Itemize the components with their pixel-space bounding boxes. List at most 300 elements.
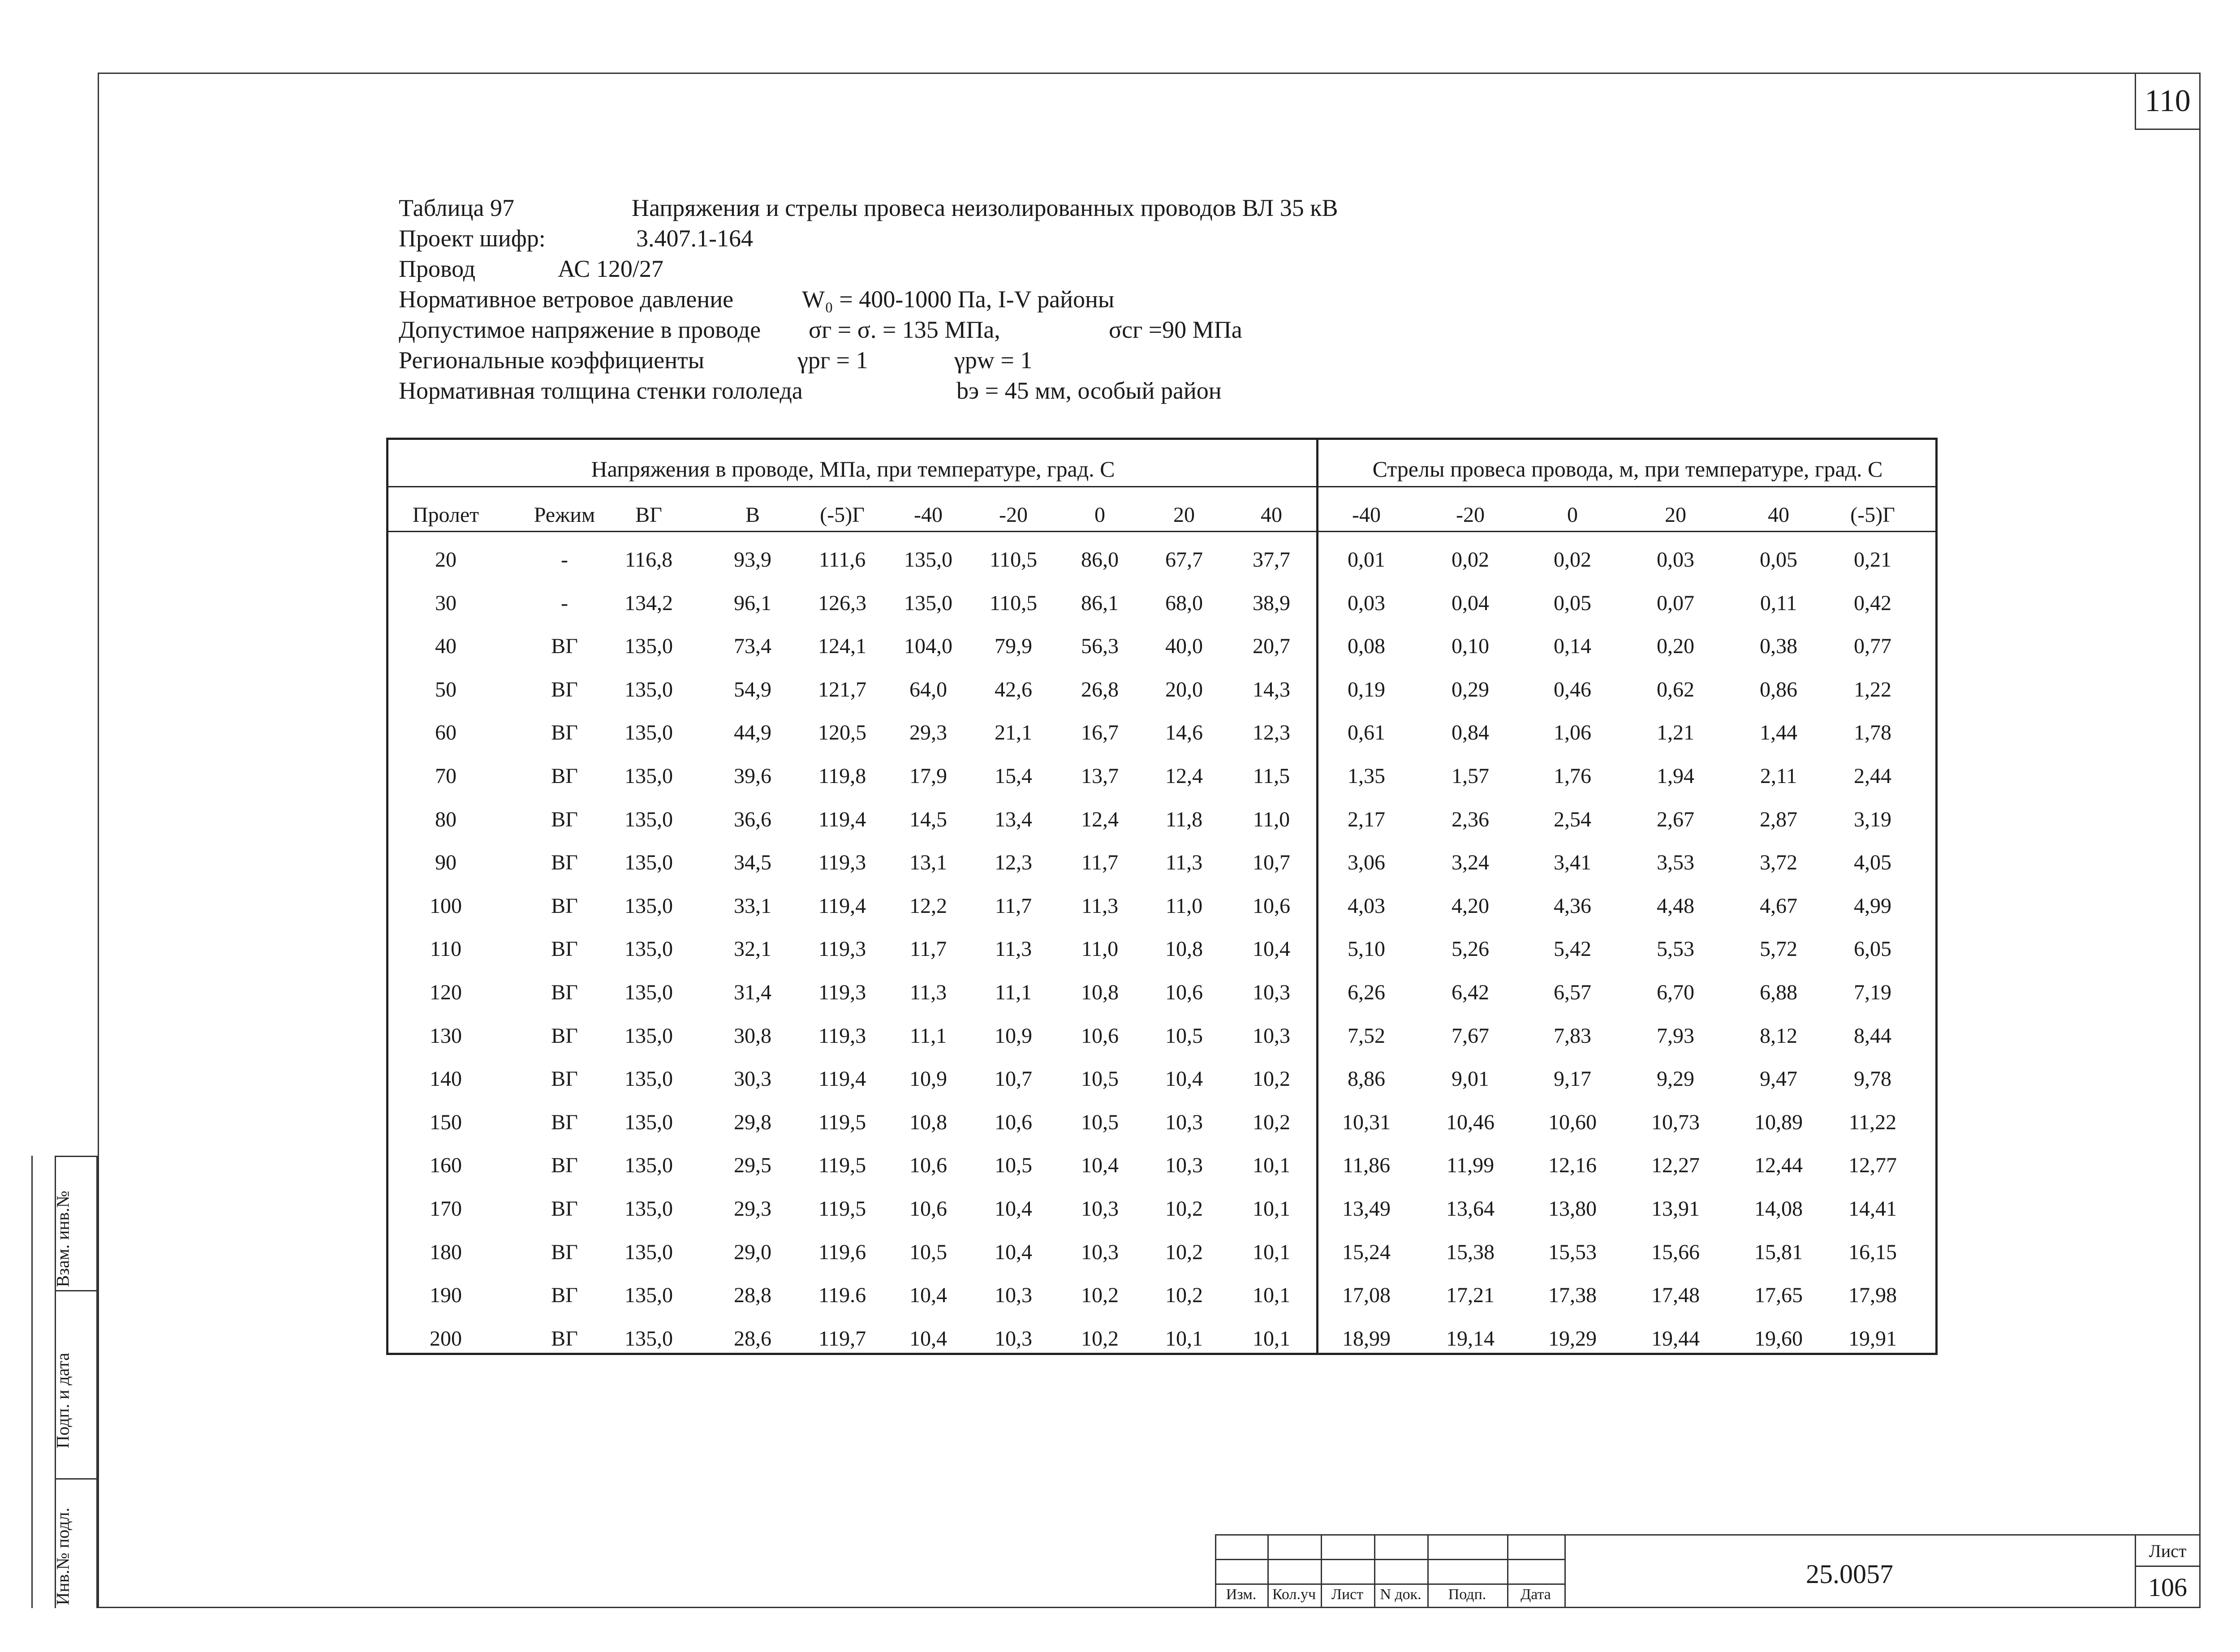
sheet-label: Лист	[2149, 1541, 2187, 1561]
table-cell: 11,0	[1253, 807, 1290, 831]
table-cell: 12,16	[1548, 1153, 1597, 1178]
table-cell: 20,0	[1165, 677, 1203, 701]
wire-value: АС 120/27	[558, 255, 663, 282]
table-cell: 10,3	[1253, 1024, 1290, 1048]
table-cell: 0,03	[1348, 591, 1385, 615]
ice-value: bэ = 45 мм, особый район	[956, 377, 1222, 404]
table-cell: 10,73	[1651, 1110, 1700, 1134]
table-cell: 56,3	[1081, 634, 1119, 658]
table-cell: 11,1	[995, 981, 1032, 1004]
column-header: -40	[1352, 503, 1381, 527]
table-title: Напряжения и стрелы провеса неизолированных проводов ВЛ 35 кВ	[632, 194, 1338, 221]
table-cell: 6,88	[1760, 981, 1797, 1004]
table-cell: 8,86	[1348, 1067, 1385, 1091]
table-cell: 121,7	[818, 677, 866, 701]
table-cell: 10,3	[1165, 1110, 1203, 1134]
table-cell: 135,0	[904, 548, 952, 572]
table-cell: 6,42	[1452, 981, 1489, 1004]
table-cell: 4,20	[1452, 894, 1489, 918]
column-header: 20	[1173, 503, 1195, 527]
wind-label: Нормативное ветровое давление	[399, 286, 734, 313]
table-cell: 135,0	[625, 981, 673, 1004]
table-cell: 111,6	[818, 548, 866, 572]
table-cell: 17,98	[1848, 1283, 1897, 1308]
project-code: 3.407.1-164	[636, 225, 753, 252]
table-cell: 17,21	[1446, 1283, 1495, 1308]
table-cell: 10,8	[1165, 937, 1203, 961]
table-cell: 0,01	[1348, 548, 1385, 572]
table-cell: ВГ	[551, 937, 578, 961]
table-cell: 11,0	[1081, 937, 1119, 961]
table-cell: 10,4	[995, 1240, 1032, 1264]
table-cell: 119,3	[818, 937, 866, 961]
table-cell: 16,7	[1081, 721, 1119, 745]
table-cell: 190	[430, 1283, 462, 1308]
table-cell: 15,4	[995, 764, 1032, 788]
table-cell: 1,35	[1348, 764, 1385, 788]
table-cell: 0,61	[1348, 721, 1385, 745]
column-header: -40	[914, 503, 943, 527]
table-cell: 38,9	[1253, 591, 1290, 615]
table-cell: 3,72	[1760, 851, 1797, 875]
table-cell: ВГ	[551, 1024, 578, 1048]
table-cell: 29,0	[734, 1240, 771, 1264]
table-cell: 0,42	[1854, 591, 1891, 615]
table-cell: 10,3	[995, 1283, 1032, 1308]
table-cell: 10,1	[1253, 1283, 1290, 1308]
table-cell: 135,0	[625, 721, 673, 745]
table-cell: 19,44	[1651, 1326, 1700, 1351]
table-cell: 10,2	[1165, 1240, 1203, 1264]
table-cell: 119.6	[818, 1283, 866, 1308]
table-cell: 119,7	[818, 1326, 866, 1351]
table-cell: 135,0	[625, 851, 673, 875]
table-cell: 90	[435, 851, 457, 875]
table-cell: 12,44	[1754, 1153, 1803, 1178]
side-stamp-line	[96, 1156, 98, 1608]
table-cell: 2,87	[1760, 807, 1797, 831]
table-label: Таблица 97	[399, 194, 514, 221]
table-cell: 10,4	[909, 1326, 947, 1351]
table-cell: 79,9	[995, 634, 1032, 658]
column-header: 40	[1261, 503, 1282, 527]
table-cell: ВГ	[551, 677, 578, 701]
table-cell: 0,07	[1657, 591, 1694, 615]
table-cell: 11,3	[995, 937, 1032, 961]
table-cell: 39,6	[734, 764, 771, 788]
table-cell: 135,0	[625, 634, 673, 658]
group-header-sag: Стрелы провеса провода, м, при температуре, град. С	[1372, 456, 1883, 482]
table-cell: 1,76	[1554, 764, 1591, 788]
table-cell: 4,67	[1760, 894, 1797, 918]
wind-value: W₀ = 400-1000 Па, I-V районы	[802, 286, 1115, 313]
table-cell: 20,7	[1253, 634, 1290, 658]
table-cell: 17,9	[909, 764, 947, 788]
table-cell: 10,9	[909, 1067, 947, 1091]
table-cell: 67,7	[1165, 548, 1203, 572]
table-cell: 10,5	[1165, 1024, 1203, 1048]
column-header: Режим	[534, 503, 595, 527]
table-cell: 1,22	[1854, 677, 1891, 701]
table-cell: 0,02	[1452, 548, 1489, 572]
table-cell: 4,05	[1854, 851, 1891, 875]
table-cell: 7,93	[1657, 1024, 1694, 1048]
title-block-line	[1215, 1534, 2201, 1536]
table-cell: 26,8	[1081, 677, 1119, 701]
table-cell: 11,86	[1342, 1153, 1391, 1178]
wire-label: Провод	[399, 255, 476, 282]
table-cell: 10,2	[1165, 1283, 1203, 1308]
table-cell: 135,0	[625, 677, 673, 701]
table-cell: 116,8	[625, 548, 673, 572]
table-cell: 12,77	[1848, 1153, 1897, 1178]
table-cell: 14,5	[909, 807, 947, 831]
project-label: Проект шифр:	[399, 225, 546, 252]
table-cell: 8,44	[1854, 1024, 1891, 1048]
stress-label: Допустимое напряжение в проводе	[399, 316, 761, 343]
side-stamp-inv: Инв.№ подл.	[52, 1507, 73, 1605]
table-cell: 10,89	[1754, 1110, 1803, 1134]
side-stamp-sign: Подп. и дата	[52, 1352, 73, 1449]
table-cell: 10,60	[1548, 1110, 1597, 1134]
table-cell: 124,1	[818, 634, 866, 658]
table-cell: 119,4	[818, 807, 866, 831]
column-header: 40	[1768, 503, 1789, 527]
table-cell: 2,54	[1554, 807, 1591, 831]
column-header: 20	[1665, 503, 1686, 527]
table-cell: 0,38	[1760, 634, 1797, 658]
table-cell: 13,7	[1081, 764, 1119, 788]
table-cell: 13,1	[909, 851, 947, 875]
table-cell: 1,57	[1452, 764, 1489, 788]
table-cell: 0,84	[1452, 721, 1489, 745]
table-cell: 4,48	[1657, 894, 1694, 918]
table-cell: ВГ	[551, 1326, 578, 1351]
table-cell: 10,1	[1253, 1326, 1290, 1351]
table-cell: 44,9	[734, 721, 771, 745]
table-cell: 32,1	[734, 937, 771, 961]
table-cell: 13,49	[1342, 1197, 1391, 1221]
title-block	[1215, 1534, 2201, 1608]
table-cell: 1,21	[1657, 721, 1694, 745]
table-cell: 13,4	[995, 807, 1032, 831]
table-cell: 134,2	[625, 591, 673, 615]
table-cell: 119,4	[818, 894, 866, 918]
table-cell: 11,3	[1165, 851, 1203, 875]
table-cell: 11,99	[1446, 1153, 1495, 1178]
table-cell: 93,9	[734, 548, 771, 572]
table-cell: 29,5	[734, 1153, 771, 1178]
table-group-divider	[1316, 438, 1318, 1355]
table-cell: 17,48	[1651, 1283, 1700, 1308]
column-header: 0	[1094, 503, 1105, 527]
table-cell: 10,31	[1342, 1110, 1391, 1134]
table-cell: 10,6	[1253, 894, 1290, 918]
table-cell: 12,27	[1651, 1153, 1700, 1178]
table-cell: 10,3	[1165, 1153, 1203, 1178]
stress-value-2: σсг =90 МПа	[1109, 316, 1242, 343]
ice-label: Нормативная толщина стенки гололеда	[399, 377, 803, 404]
table-cell: 2,17	[1348, 807, 1385, 831]
table-cell: 10,8	[1081, 981, 1119, 1004]
table-cell: 10,8	[909, 1110, 947, 1134]
table-cell: 4,99	[1854, 894, 1891, 918]
table-cell: 0,10	[1452, 634, 1489, 658]
table-cell: ВГ	[551, 1067, 578, 1091]
table-cell: 10,1	[1165, 1326, 1203, 1351]
table-cell: 135,0	[625, 764, 673, 788]
table-cell: 10,2	[1081, 1326, 1119, 1351]
table-cell: 14,3	[1253, 677, 1290, 701]
table-cell: 6,05	[1854, 937, 1891, 961]
coef-value-2: γpw = 1	[954, 347, 1033, 374]
page-number: 110	[2135, 73, 2201, 130]
table-cell: 12,4	[1081, 807, 1119, 831]
table-cell: 96,1	[734, 591, 771, 615]
table-cell: 8,12	[1760, 1024, 1797, 1048]
table-cell: 14,41	[1848, 1197, 1897, 1221]
table-cell: 150	[430, 1110, 462, 1134]
coef-value-1: γpг = 1	[797, 347, 868, 374]
table-cell: 34,5	[734, 851, 771, 875]
table-cell: 7,19	[1854, 981, 1891, 1004]
table-cell: 135,0	[625, 1197, 673, 1221]
table-rule-columns	[386, 531, 1938, 532]
table-cell: 14,08	[1754, 1197, 1803, 1221]
table-cell: 0,21	[1854, 548, 1891, 572]
table-cell: 9,47	[1760, 1067, 1797, 1091]
table-cell: -	[561, 548, 568, 572]
table-cell: 28,8	[734, 1283, 771, 1308]
table-cell: ВГ	[551, 721, 578, 745]
table-cell: 10,1	[1253, 1197, 1290, 1221]
table-cell: 10,6	[1165, 981, 1203, 1004]
table-cell: 119,8	[818, 764, 866, 788]
table-cell: ВГ	[551, 1240, 578, 1264]
table-cell: 0,86	[1760, 677, 1797, 701]
table-cell: 10,6	[995, 1110, 1032, 1134]
table-cell: 29,8	[734, 1110, 771, 1134]
table-cell: 119,6	[818, 1240, 866, 1264]
table-cell: 4,03	[1348, 894, 1385, 918]
table-cell: 12,4	[1165, 764, 1203, 788]
table-cell: ВГ	[551, 1110, 578, 1134]
table-cell: 10,2	[1253, 1067, 1290, 1091]
table-cell: 10,46	[1446, 1110, 1495, 1134]
table-cell: 10,7	[995, 1067, 1032, 1091]
table-cell: 135,0	[625, 1153, 673, 1178]
table-cell: 5,72	[1760, 937, 1797, 961]
table-cell: 9,29	[1657, 1067, 1694, 1091]
table-cell: 10,4	[1165, 1067, 1203, 1091]
table-cell: 170	[430, 1197, 462, 1221]
table-cell: ВГ	[551, 764, 578, 788]
table-cell: 1,78	[1854, 721, 1891, 745]
table-cell: 10,3	[1253, 981, 1290, 1004]
table-cell: 6,57	[1554, 981, 1591, 1004]
table-cell: 15,24	[1342, 1240, 1391, 1264]
table-cell: 3,53	[1657, 851, 1694, 875]
table-cell: 70	[435, 764, 457, 788]
table-cell: 11,5	[1253, 764, 1290, 788]
table-cell: 10,3	[995, 1326, 1032, 1351]
table-cell: 21,1	[995, 721, 1032, 745]
table-cell: 0,02	[1554, 548, 1591, 572]
table-cell: 135,0	[625, 937, 673, 961]
table-cell: 15,66	[1651, 1240, 1700, 1264]
coef-label: Региональные коэффициенты	[399, 347, 705, 374]
table-cell: 4,36	[1554, 894, 1591, 918]
table-cell: 12,2	[909, 894, 947, 918]
table-cell: 30,8	[734, 1024, 771, 1048]
table-cell: 14,6	[1165, 721, 1203, 745]
table-cell: 10,5	[1081, 1067, 1119, 1091]
table-cell: 104,0	[904, 634, 952, 658]
tb-col-list: Лист	[1331, 1586, 1364, 1603]
table-cell: 42,6	[995, 677, 1032, 701]
table-cell: ВГ	[551, 851, 578, 875]
table-cell: 1,06	[1554, 721, 1591, 745]
table-cell: 0,04	[1452, 591, 1489, 615]
table-cell: 135,0	[625, 1067, 673, 1091]
table-cell: 31,4	[734, 981, 771, 1004]
table-cell: 100	[430, 894, 462, 918]
table-cell: 11,0	[1165, 894, 1203, 918]
table-cell: 10,2	[1165, 1197, 1203, 1221]
table-cell: 119,3	[818, 851, 866, 875]
table-cell: 0,77	[1854, 634, 1891, 658]
table-cell: 0,20	[1657, 634, 1694, 658]
table-cell: 11,7	[995, 894, 1032, 918]
table-cell: 120,5	[818, 721, 866, 745]
group-header-stress: Напряжения в проводе, МПа, при температуре, град. С	[591, 456, 1115, 482]
table-cell: 10,3	[1081, 1197, 1119, 1221]
table-cell: 11,8	[1165, 807, 1203, 831]
table-cell: 135,0	[625, 1283, 673, 1308]
table-cell: 10,2	[1253, 1110, 1290, 1134]
table-cell: 135,0	[625, 1024, 673, 1048]
table-cell: 40,0	[1165, 634, 1203, 658]
table-cell: 10,5	[909, 1240, 947, 1264]
table-cell: 119,5	[818, 1197, 866, 1221]
table-cell: 30	[435, 591, 457, 615]
table-cell: 6,70	[1657, 981, 1694, 1004]
table-cell: 29,3	[734, 1197, 771, 1221]
table-cell: 126,3	[818, 591, 866, 615]
table-cell: 11,3	[909, 981, 947, 1004]
table-cell: 135,0	[625, 1110, 673, 1134]
table-cell: 11,7	[909, 937, 947, 961]
table-cell: 10,6	[909, 1153, 947, 1178]
sheet-number: 106	[2148, 1573, 2187, 1602]
table-cell: 11,3	[1081, 894, 1119, 918]
table-cell: 15,38	[1446, 1240, 1495, 1264]
table-cell: 12,3	[1253, 721, 1290, 745]
table-cell: 17,65	[1754, 1283, 1803, 1308]
tb-col-data: Дата	[1521, 1586, 1551, 1603]
table-cell: 80	[435, 807, 457, 831]
side-stamp	[31, 1156, 98, 1608]
column-header: -20	[999, 503, 1028, 527]
table-cell: ВГ	[551, 981, 578, 1004]
table-cell: 0,11	[1760, 591, 1797, 615]
table-cell: 3,06	[1348, 851, 1385, 875]
table-cell: ВГ	[551, 1153, 578, 1178]
table-cell: 0,05	[1760, 548, 1797, 572]
table-cell: 19,91	[1848, 1326, 1897, 1351]
table-cell: 110,5	[989, 548, 1038, 572]
side-stamp-line	[55, 1156, 98, 1157]
side-stamp-line	[31, 1156, 33, 1608]
table-cell: 13,80	[1548, 1197, 1597, 1221]
table-cell: 135,0	[625, 807, 673, 831]
table-cell: 16,15	[1848, 1240, 1897, 1264]
table-cell: 10,6	[909, 1197, 947, 1221]
table-cell: -	[561, 591, 568, 615]
table-cell: ВГ	[551, 1283, 578, 1308]
table-cell: 120	[430, 981, 462, 1004]
table-cell: 110,5	[989, 591, 1038, 615]
table-cell: 11,1	[909, 1024, 947, 1048]
table-cell: 10,5	[995, 1153, 1032, 1178]
table-cell: 33,1	[734, 894, 771, 918]
table-cell: 19,29	[1548, 1326, 1597, 1351]
column-header: 0	[1567, 503, 1578, 527]
table-cell: 135,0	[904, 591, 952, 615]
table-cell: 19,14	[1446, 1326, 1495, 1351]
table-cell: 54,9	[734, 677, 771, 701]
table-cell: 140	[430, 1067, 462, 1091]
table-cell: 119,5	[818, 1153, 866, 1178]
table-cell: 10,9	[995, 1024, 1032, 1048]
table-cell: 0,29	[1452, 677, 1489, 701]
table-cell: ВГ	[551, 634, 578, 658]
table-cell: 29,3	[909, 721, 947, 745]
table-cell: 2,11	[1760, 764, 1797, 788]
table-cell: 5,42	[1554, 937, 1591, 961]
table-cell: 200	[430, 1326, 462, 1351]
table-cell: 180	[430, 1240, 462, 1264]
table-cell: 0,05	[1554, 591, 1591, 615]
table-cell: 10,3	[1081, 1240, 1119, 1264]
tb-col-kolich: Кол.уч	[1272, 1586, 1316, 1603]
side-stamp-replace: Взам. инв.№	[52, 1191, 73, 1287]
table-cell: 17,38	[1548, 1283, 1597, 1308]
column-header: В	[745, 503, 760, 527]
table-cell: 37,7	[1253, 548, 1290, 572]
table-rule-group	[386, 486, 1938, 487]
table-cell: 11,7	[1081, 851, 1119, 875]
table-cell: 6,26	[1348, 981, 1385, 1004]
table-cell: 13,64	[1446, 1197, 1495, 1221]
table-cell: 9,01	[1452, 1067, 1489, 1091]
table-cell: 130	[430, 1024, 462, 1048]
tb-col-ndok: N док.	[1380, 1586, 1422, 1603]
table-cell: 5,26	[1452, 937, 1489, 961]
table-cell: 10,4	[1081, 1153, 1119, 1178]
table-cell: 5,10	[1348, 937, 1385, 961]
table-cell: 19,60	[1754, 1326, 1803, 1351]
table-cell: 86,1	[1081, 591, 1119, 615]
table-cell: 68,0	[1165, 591, 1203, 615]
title-block-line	[2135, 1566, 2201, 1567]
table-cell: 135,0	[625, 1326, 673, 1351]
table-cell: 10,1	[1253, 1153, 1290, 1178]
table-cell: 119,3	[818, 1024, 866, 1048]
side-stamp-line	[55, 1290, 98, 1291]
table-cell: 10,4	[909, 1283, 947, 1308]
table-cell: 30,3	[734, 1067, 771, 1091]
